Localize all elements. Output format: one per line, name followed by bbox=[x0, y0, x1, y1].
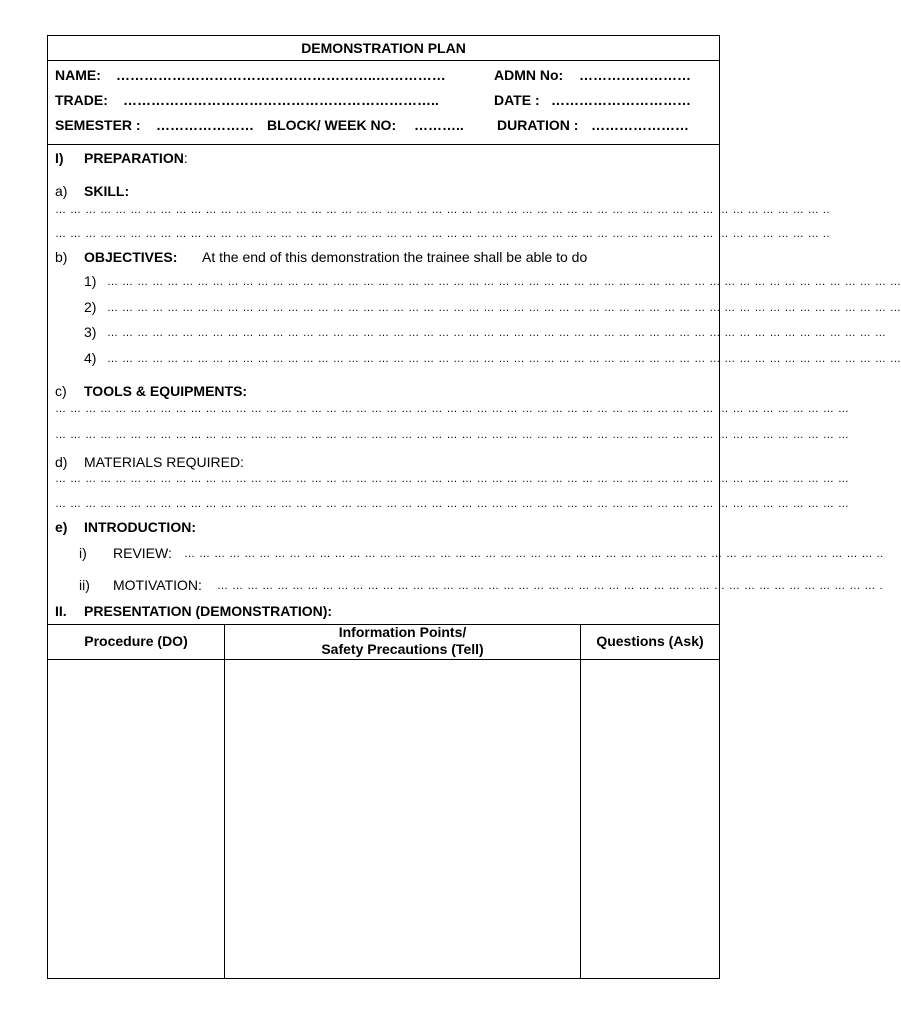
section-number-2: II. bbox=[55, 603, 67, 619]
block-week-field[interactable]: ……….. bbox=[414, 117, 464, 133]
section-number-1: I) bbox=[55, 150, 64, 166]
column-header-information-line-1: Information Points/ bbox=[338, 624, 467, 640]
skill-letter: a) bbox=[55, 183, 68, 199]
table-column-divider-1 bbox=[224, 624, 225, 979]
objective-num: 4) bbox=[84, 350, 97, 366]
admn-field[interactable]: …………………… bbox=[579, 67, 691, 83]
motivation-field[interactable]: … … … … … … … … … … … … … … … … … … … … … … … … … … … … … … … … … … … … … … … … … … … … . bbox=[217, 580, 884, 592]
objective-line[interactable]: … … … … … … … … … … … … … … … … … … … … … … … … … … … … … … … … … … … … … … … … … … … … … … … … … … … … … bbox=[107, 302, 901, 314]
materials-line-1[interactable]: … … … … … … … … … … … … … … … … … … … … … … … … … … … … … … … … … … … … … … … … … … … … … … … … … … … … … bbox=[55, 473, 850, 485]
motivation-label: MOTIVATION: bbox=[113, 577, 202, 593]
intro-letter: e) bbox=[55, 519, 68, 535]
trade-field[interactable]: ………………………………………………………….. bbox=[123, 92, 439, 108]
admn-label: ADMN No: bbox=[494, 67, 564, 83]
objectives-label: OBJECTIVES: bbox=[84, 249, 178, 265]
column-header-information-line-2: Safety Precautions (Tell) bbox=[321, 641, 484, 657]
procedure-cell[interactable] bbox=[48, 661, 223, 978]
date-field[interactable]: ………………………… bbox=[551, 92, 691, 108]
materials-label: MATERIALS REQUIRED: bbox=[84, 454, 244, 470]
questions-cell[interactable] bbox=[582, 661, 718, 978]
tools-line-1[interactable]: … … … … … … … … … … … … … … … … … … … … … … … … … … … … … … … … … … … … … … … … … … … … … … … … … … … … … bbox=[55, 403, 850, 415]
preparation-heading bbox=[84, 150, 188, 166]
tools-line-2[interactable]: … … … … … … … … … … … … … … … … … … … … … … … … … … … … … … … … … … … … … … … … … … … … … … … … … … … … … bbox=[55, 429, 850, 441]
trade-label: TRADE: bbox=[55, 92, 108, 108]
objective-num: 1) bbox=[84, 273, 97, 289]
form-title: DEMONSTRATION PLAN bbox=[301, 40, 466, 56]
review-num: i) bbox=[79, 545, 87, 561]
duration-field[interactable]: ………………… bbox=[591, 117, 689, 133]
block-week-label: BLOCK/ WEEK NO: bbox=[267, 117, 397, 133]
tools-label: TOOLS & EQUIPMENTS: bbox=[84, 383, 248, 399]
column-header-procedure: Procedure (DO) bbox=[84, 633, 188, 649]
skill-label: SKILL: bbox=[84, 183, 130, 199]
column-header-information bbox=[225, 624, 580, 658]
intro-label: INTRODUCTION: bbox=[84, 519, 196, 535]
materials-line-2[interactable]: … … … … … … … … … … … … … … … … … … … … … … … … … … … … … … … … … … … … … … … … … … … … … … … … … … … … … bbox=[55, 498, 850, 510]
duration-label: DURATION : bbox=[497, 117, 579, 133]
objective-line[interactable]: … … … … … … … … … … … … … … … … … … … … … … … … … … … … … … … … … … … … … … … … … … … … … … … … … … … … … bbox=[107, 353, 901, 365]
title-divider bbox=[48, 60, 719, 61]
skill-line-2[interactable]: … … … … … … … … … … … … … … … … … … … … … … … … … … … … … … … … … … … … … … … … … … … … … … … … … … … .. bbox=[55, 228, 830, 240]
name-field[interactable]: ………………………………………………..…………… bbox=[116, 67, 446, 83]
objective-line[interactable]: … … … … … … … … … … … … … … … … … … … … … … … … … … … … … … … … … … … … … … … … … … … … … … … … … … … … … bbox=[107, 276, 901, 288]
name-label: NAME: bbox=[55, 67, 101, 83]
objectives-text: At the end of this demonstration the trainee shall be able to do bbox=[202, 249, 588, 265]
presentation-heading: PRESENTATION (DEMONSTRATION): bbox=[84, 603, 333, 619]
review-label: REVIEW: bbox=[113, 545, 172, 561]
semester-label: SEMESTER : bbox=[55, 117, 141, 133]
header-divider bbox=[48, 144, 719, 145]
motivation-num: ii) bbox=[79, 577, 90, 593]
table-header-divider bbox=[48, 659, 719, 660]
column-header-questions: Questions (Ask) bbox=[596, 633, 704, 649]
skill-line-1[interactable]: … … … … … … … … … … … … … … … … … … … … … … … … … … … … … … … … … … … … … … … … … … … … … … … … … … … .. bbox=[55, 204, 830, 216]
objective-line[interactable]: … … … … … … … … … … … … … … … … … … … … … … … … … … … … … … … … … … … … … … … … … … … … … … … … … … … … bbox=[107, 327, 887, 339]
preparation-heading-text: PREPARATION bbox=[84, 150, 184, 166]
preparation-heading-colon: : bbox=[183, 150, 188, 166]
objective-num: 2) bbox=[84, 299, 97, 315]
tools-letter: c) bbox=[55, 383, 67, 399]
materials-letter: d) bbox=[55, 454, 68, 470]
date-label: DATE : bbox=[494, 92, 540, 108]
review-field[interactable]: … … … … … … … … … … … … … … … … … … … … … … … … … … … … … … … … … … … … … … … … … … … … … … .. bbox=[184, 548, 884, 560]
semester-field[interactable]: ………………… bbox=[156, 117, 254, 133]
table-column-divider-2 bbox=[580, 624, 581, 979]
demonstration-plan-form bbox=[47, 35, 901, 979]
objective-num: 3) bbox=[84, 324, 97, 340]
objectives-letter: b) bbox=[55, 249, 68, 265]
information-cell[interactable] bbox=[226, 661, 579, 978]
